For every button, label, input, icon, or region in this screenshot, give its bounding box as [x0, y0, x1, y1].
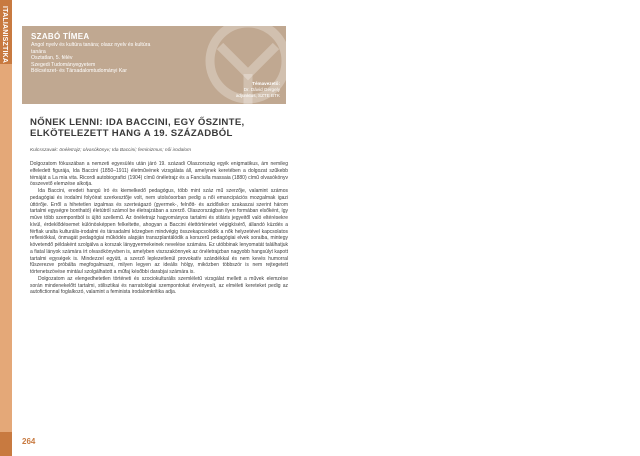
section-label: ITALIANISZTIKA: [1, 6, 8, 64]
supervisor-label: Témavezető:: [252, 81, 280, 86]
author-detail-line: tanára: [31, 48, 46, 55]
sidebar-label-block: [0, 0, 12, 64]
author-detail-line: Bölcsészet- és Társadalomtudományi Kar: [31, 68, 127, 75]
paper-title: NŐNEK LENNI: IDA BACCINI, EGY ŐSZINTE, ELKÖTELEZETT HANG A 19. SZÁZADBÓL: [30, 117, 245, 139]
author-detail-line: Angol nyelv és kultúra tanára; olasz nyelv és kultúra: [31, 42, 151, 48]
supervisor-name: Dr. Dávid Gergely: [243, 86, 280, 92]
author-detail-line: Szegedi Tudományegyetem: [31, 61, 96, 68]
abstract-paragraph: Dolgozatom az elengedhetetlen történeti és szociokulturális szemléletű vizsgálat mellett a művek elemzése során mindenekelőtt tartalmi, stilisztikai és narratológiai szempontokat érvényesít, az elméleti kereteket pedig az autofictionnal foglalkozó, valamint a feminista irodalomkritika adja.: [30, 275, 288, 296]
author-name: SZABÓ TÍMEA: [31, 32, 90, 41]
sidebar-page-marker: [0, 432, 12, 456]
abstract-body: [30, 161, 288, 296]
section-sidebar: [0, 0, 12, 456]
keywords-list: önéletrajz; olvasókönyv; Ida Baccini; feminizmus; női irodalom: [58, 148, 192, 153]
keywords-line: [30, 148, 290, 153]
author-banner: [22, 26, 286, 104]
supervisor-title: adjunktus, SZTE BTK: [235, 92, 280, 98]
supervisor-block: [236, 81, 280, 98]
keywords-label: Kulcsszavak:: [30, 148, 58, 153]
page-number: 264: [22, 437, 36, 446]
abstract-paragraph: Ida Baccini, eredeti hangú író és kiemelkedő pedagógus, több mint száz mű szerzője, valamint számos pedagógiai és irodalmi folyóirat szerkesztője volt, nem utolsósorban pedig a női emancipációs mozgalmak igazi úttörője. Erről a hihetetlen izgalmas és szerteágazó (gyermek-, felnőtt- és azidősikor szakaszai szerint három tartalmi egységre bontható) életútról számol be életrajzában a szerző. Olaszországban ilyen formában elsőként, így mûve több szempontból is újító szellemű. Az önéletrajz hagyományos tartalmi és stiláris jegyeitől való eltérésekre kívül, érdeklődésemet különösképpen felkeltette, ahogyan a Baccini élettörténetet végigkísérő, állandó küzdés a férfiak uralta kulturális-irodalmi és társadalmi közegben mindvégig összekapcsolódik a nők helyzetével kapcsolatos reflexiókkal, önmagát pedagógiai működés alapján transzplantálódik a korszerű pedagógiai elvek soraiba, mintegy követendő példaként szolgálva a korszak lánygyermekeinek nevelése számára. Ez utóbbinak lenyomatát találhatjuk a fiatal lányok számára írt olvasókönyvben is, amelyben viszszakönnyek az önéletrajzban nagyobb hangsúlyt kapott tartalmi egységek is. Mindezzel együtt, a szerző leplezetlenül provokatív szándékkal és nem kevés humorral fűszerezve próbálta megfogalmazni, milyen legyen az ideális hölgy, miközben többször is nem rejtegetett törtenetszövése mintául szolgálhatott a műfaj későbbi darabjai számára is.: [30, 188, 288, 275]
abstract-paragraph: Dolgozatom fókuszában a nemzeti egyesülés után járó 19. századi Olaszország egyik enigmatikus, ám nemileg elfeledett figurája, Ida Baccini (1850–1911) életművének vizsgálata áll, amelynek keretében a dolgozat szűkebb témáját a La mia vita. Ricordi autobiografici (1904) című önéletrajz és a Fanciulla massaia (1880) című olvasókönyv összevető elemzése alkotja.: [30, 161, 288, 188]
author-details: [31, 42, 201, 75]
author-detail-line: Osztatlan, 5. félév: [31, 55, 73, 62]
